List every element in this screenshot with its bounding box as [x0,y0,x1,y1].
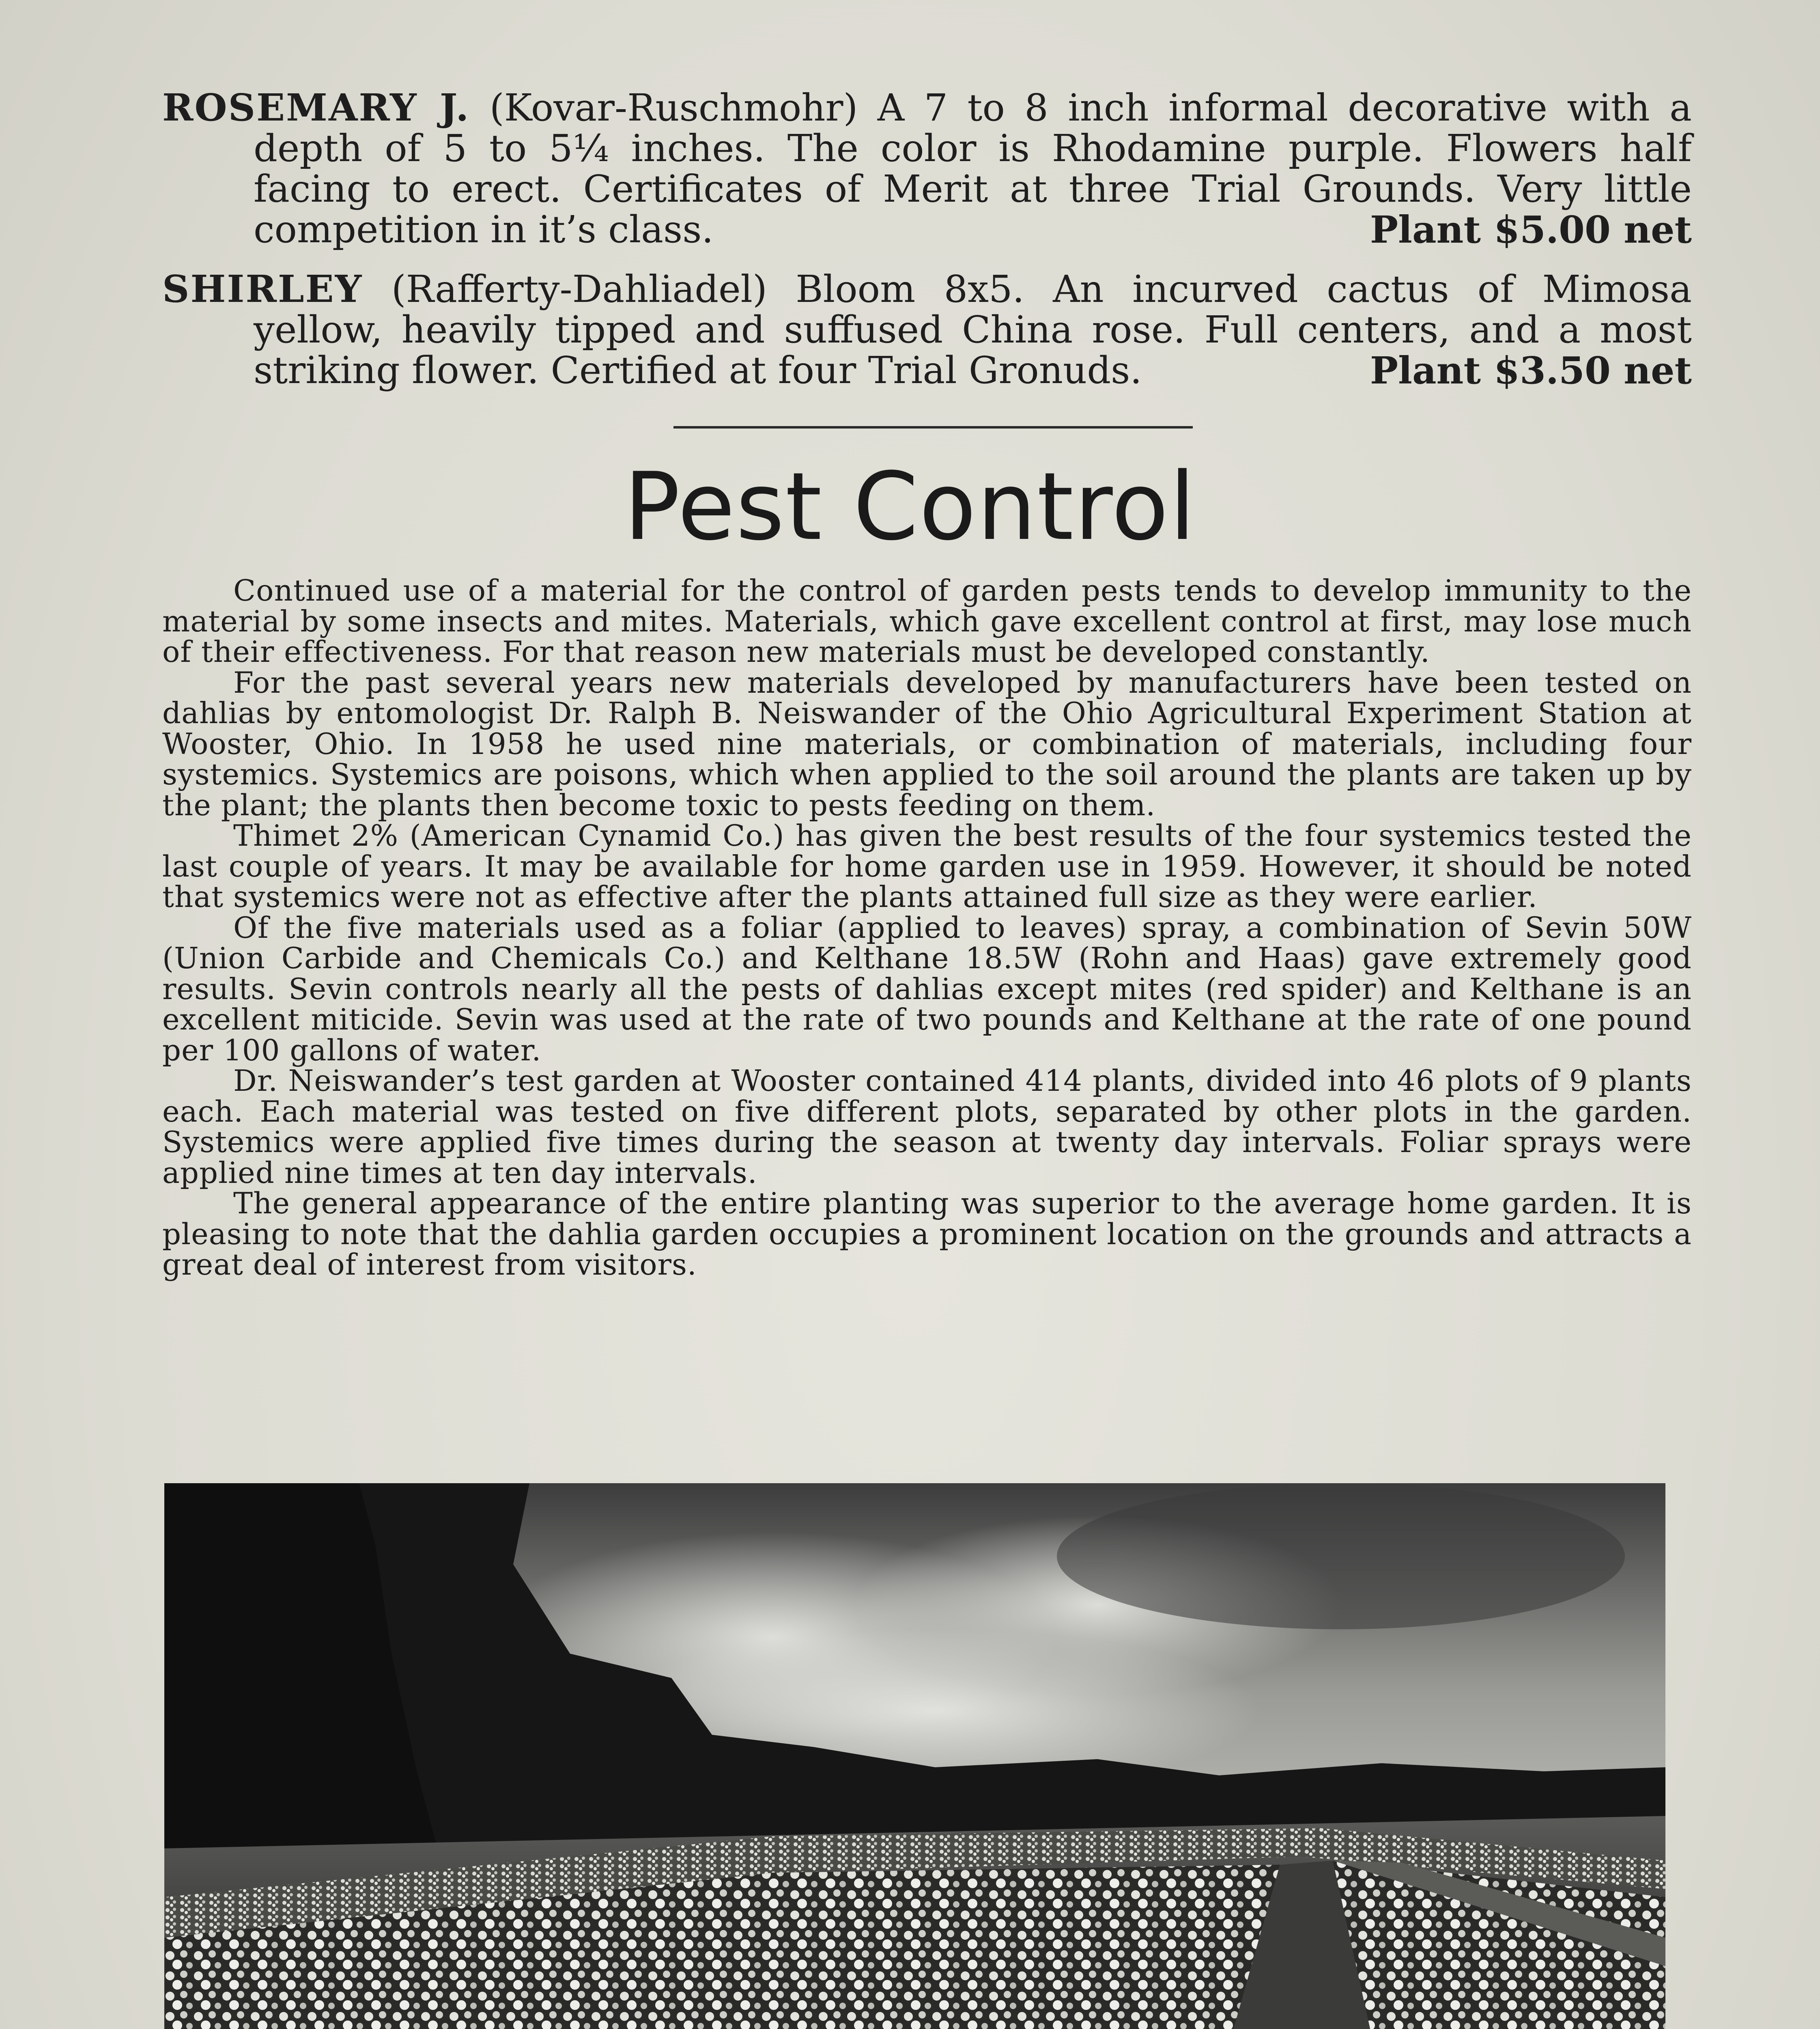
entry-price: Plant $5.00 net [1370,208,1692,252]
paragraph: For the past several years new materials developed by manufacturers have been tested on dahlias by entomologist Dr. Ralph B. Neiswander of the Ohio Agricultural Experiment Station at Wooster, Ohio. In 1958 he used nine materials, or combination of materials, including four systemics. Systemics are poisons, which when applied to the soil around the plants are taken up by the plant; the plants then become toxic to pests feeding on them. [162,665,1692,822]
entry-name: SHIRLEY [162,267,363,311]
paragraph: Thimet 2% (American Cynamid Co.) has given the best results of the four systemics tested the last couple of years. It may be available for home garden use in 1959. However, it should be noted that systemics were not as effective after the plants attained full size as they were earlier. [162,818,1692,914]
paragraph: Continued use of a material for the control of garden pests tends to develop immunity to the material by some insects and mites. Materials, which gave excellent control at first, may lose much of their effectiveness. For that reason new materials must be developed constantly. [162,573,1692,669]
entry-description: (Rafferty-Dahliadel) Bloom 8x5. An incurved cactus of Mimosa yellow, heavily tipped and suffused China rose. Full centers, and a most striking flower. Certified at four Trial Gronuds. [254,267,1692,392]
section-title: Pest Control [624,453,1196,561]
entry-price: Plant $3.50 net [1370,349,1692,392]
article-body [162,575,1692,1280]
dahlia-field-photo [164,1483,1665,2029]
photo-illustration [164,1483,1665,2029]
paragraph: The general appearance of the entire planting was superior to the average home garden. It is pleasing to note that the dahlia garden occupies a prominent location on the grounds and attracts a great deal of interest from visitors. [162,1186,1692,1282]
entry-rosemary-j [162,87,1692,250]
entry-shirley [162,269,1692,391]
paragraph: Of the five materials used as a foliar (applied to leaves) spray, a combination of Sevin 50W (Union Carbide and Chemicals Co.) and Kelthane 18.5W (Rohn and Haas) gave extremely good results. Sevin controls nearly all the pests of dahlias except mites (red spider) and Kelthane is an excellent miticide. Sevin was used at the rate of two pounds and Kelthane at the rate of one pound per 100 gallons of water. [162,910,1692,1067]
entry-description: (Kovar-Ruschmohr) A 7 to 8 inch informal decorative with a depth of 5 to 5¼ inches. The color is Rhodamine purple. Flowers half facing to erect. Certificates of Merit at three Trial Grounds. Very little competition in it’s class. [254,86,1692,251]
entry-name: ROSEMARY J. [162,86,470,129]
section-divider [673,426,1193,429]
paragraph: Dr. Neiswander’s test garden at Wooster contained 414 plants, divided into 46 plots of 9 plants each. Each material was tested on five different plots, separated by other plots in the garden. Systemics were applied five times during the season at twenty day intervals. Foliar sprays were applied nine times at ten day intervals. [162,1064,1692,1190]
